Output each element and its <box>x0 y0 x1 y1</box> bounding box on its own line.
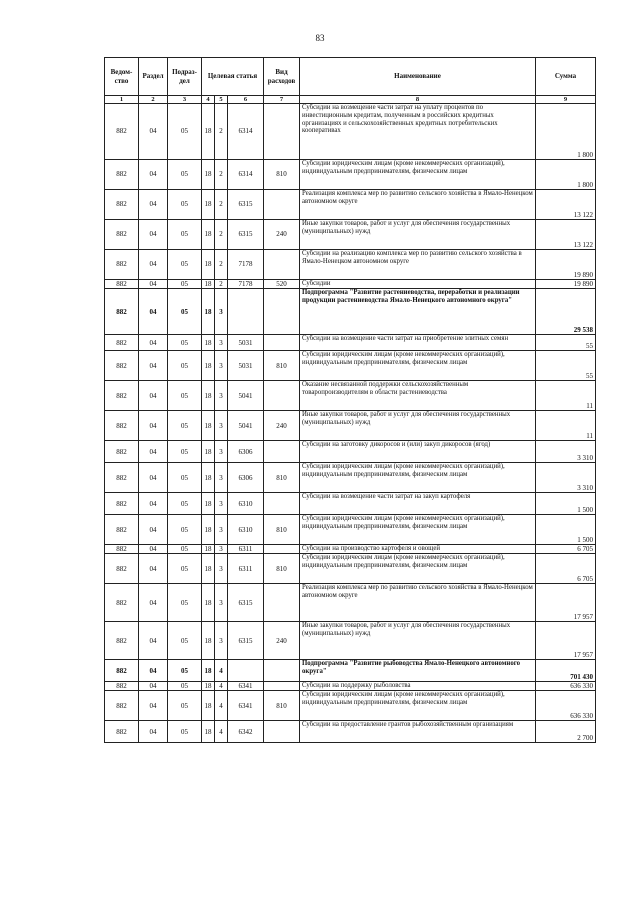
table-row <box>105 280 596 289</box>
cell-ved: 882 <box>105 351 139 381</box>
cell-cs3: 6306 <box>228 463 264 493</box>
cell-name: Реализация комплекса мер по развитию сельского хозяйства в Ямало-Ненецком автономном округе <box>300 190 536 220</box>
cell-podrazdel: 05 <box>168 351 202 381</box>
cell-razdel: 04 <box>139 289 168 335</box>
cell-razdel: 04 <box>139 463 168 493</box>
table-row <box>105 411 596 441</box>
cell-name: Субсидии на возмещение части затрат на уплату процентов по инвестиционным кредитам, полученным в российских кредитных организациях и сельскохозяйственных кредитных потребительских кооперативах <box>300 104 536 160</box>
cell-name: Подпрограмма "Развитие растениеводства, переработки и реализации продукции растениеводства Ямало-Ненецкого автономного округа" <box>300 289 536 335</box>
cell-vid <box>264 289 300 335</box>
cell-ved: 882 <box>105 691 139 721</box>
cell-razdel: 04 <box>139 682 168 691</box>
cell-podrazdel: 05 <box>168 554 202 584</box>
page-number: 83 <box>315 33 325 43</box>
cell-ved: 882 <box>105 289 139 335</box>
cell-name: Подпрограмма "Развитие рыбоводства Ямало-Ненецкого автономного округа" <box>300 660 536 682</box>
header-razdel: Раздел <box>139 58 168 96</box>
cell-cs3: 6341 <box>228 682 264 691</box>
cell-cs2: 3 <box>215 463 228 493</box>
cell-vid: 520 <box>264 280 300 289</box>
cell-cs2: 2 <box>215 280 228 289</box>
cell-razdel: 04 <box>139 721 168 743</box>
cell-podrazdel: 05 <box>168 289 202 335</box>
cell-podrazdel: 05 <box>168 682 202 691</box>
cell-sum: 1 500 <box>536 493 596 515</box>
cell-cs2: 3 <box>215 441 228 463</box>
cell-ved: 882 <box>105 160 139 190</box>
column-number-row <box>105 96 596 104</box>
cell-sum: 17 957 <box>536 622 596 660</box>
cell-cs3 <box>228 289 264 335</box>
cell-ved: 882 <box>105 660 139 682</box>
cell-sum: 636 330 <box>536 691 596 721</box>
table-row <box>105 660 596 682</box>
cell-podrazdel: 05 <box>168 721 202 743</box>
cell-sum: 636 330 <box>536 682 596 691</box>
cell-cs2: 3 <box>215 515 228 545</box>
cell-podrazdel: 05 <box>168 463 202 493</box>
cell-sum: 6 705 <box>536 554 596 584</box>
table-row <box>105 721 596 743</box>
cell-sum: 701 430 <box>536 660 596 682</box>
cell-cs3 <box>228 660 264 682</box>
table-row <box>105 493 596 515</box>
cell-cs2: 3 <box>215 351 228 381</box>
cell-cs3: 6314 <box>228 104 264 160</box>
cell-cs2: 4 <box>215 660 228 682</box>
cell-name: Субсидии юридическим лицам (кроме некоммерческих организаций), индивидуальным предпринимателям, физическим лицам <box>300 515 536 545</box>
cell-razdel: 04 <box>139 220 168 250</box>
cell-cs1: 18 <box>202 160 215 190</box>
cell-cs2: 2 <box>215 160 228 190</box>
table-row <box>105 554 596 584</box>
cell-vid <box>264 493 300 515</box>
cell-ved: 882 <box>105 584 139 622</box>
cell-cs1: 18 <box>202 493 215 515</box>
cell-name: Субсидии на производство картофеля и овощей <box>300 545 536 554</box>
cell-cs1: 18 <box>202 250 215 280</box>
table-row <box>105 622 596 660</box>
cell-cs3: 6310 <box>228 515 264 545</box>
cell-podrazdel: 05 <box>168 190 202 220</box>
cell-razdel: 04 <box>139 160 168 190</box>
table-row <box>105 190 596 220</box>
column-number: 6 <box>228 96 264 104</box>
cell-cs3: 6315 <box>228 220 264 250</box>
cell-razdel: 04 <box>139 411 168 441</box>
cell-name: Субсидии на реализацию комплекса мер по развитию сельского хозяйства в Ямало-Ненецком автономном округе <box>300 250 536 280</box>
table-row <box>105 441 596 463</box>
cell-name: Реализация комплекса мер по развитию сельского хозяйства в Ямало-Ненецком автономном округе <box>300 584 536 622</box>
cell-ved: 882 <box>105 280 139 289</box>
cell-vid: 810 <box>264 515 300 545</box>
table-row <box>105 545 596 554</box>
cell-sum: 19 890 <box>536 280 596 289</box>
cell-razdel: 04 <box>139 335 168 351</box>
cell-cs1: 18 <box>202 584 215 622</box>
cell-sum: 13 122 <box>536 190 596 220</box>
header-ved: Ведом-ство <box>105 58 139 96</box>
cell-vid <box>264 104 300 160</box>
table-row <box>105 682 596 691</box>
cell-cs3: 5041 <box>228 411 264 441</box>
cell-cs1: 18 <box>202 622 215 660</box>
cell-ved: 882 <box>105 545 139 554</box>
cell-cs1: 18 <box>202 660 215 682</box>
cell-ved: 882 <box>105 721 139 743</box>
cell-cs2: 4 <box>215 691 228 721</box>
table-row <box>105 463 596 493</box>
cell-cs2: 2 <box>215 250 228 280</box>
cell-vid <box>264 584 300 622</box>
cell-razdel: 04 <box>139 351 168 381</box>
cell-cs1: 18 <box>202 682 215 691</box>
cell-ved: 882 <box>105 515 139 545</box>
cell-cs3: 6315 <box>228 190 264 220</box>
cell-podrazdel: 05 <box>168 250 202 280</box>
cell-sum: 11 <box>536 411 596 441</box>
cell-cs2: 3 <box>215 622 228 660</box>
cell-cs1: 18 <box>202 411 215 441</box>
cell-vid: 810 <box>264 463 300 493</box>
header-name: Наименование <box>300 58 536 96</box>
cell-vid <box>264 660 300 682</box>
cell-sum: 1 500 <box>536 515 596 545</box>
table-row <box>105 250 596 280</box>
cell-ved: 882 <box>105 463 139 493</box>
cell-razdel: 04 <box>139 280 168 289</box>
table-row <box>105 584 596 622</box>
cell-ved: 882 <box>105 190 139 220</box>
cell-sum: 55 <box>536 351 596 381</box>
cell-cs3: 6310 <box>228 493 264 515</box>
table-row <box>105 289 596 335</box>
table-row <box>105 160 596 190</box>
cell-cs2: 3 <box>215 411 228 441</box>
cell-ved: 882 <box>105 220 139 250</box>
cell-podrazdel: 05 <box>168 160 202 190</box>
cell-cs3: 7178 <box>228 250 264 280</box>
cell-sum: 6 705 <box>536 545 596 554</box>
column-number: 9 <box>536 96 596 104</box>
cell-name: Субсидии юридическим лицам (кроме некоммерческих организаций), индивидуальным предпринимателям, физическим лицам <box>300 463 536 493</box>
cell-razdel: 04 <box>139 441 168 463</box>
cell-cs1: 18 <box>202 289 215 335</box>
cell-vid: 810 <box>264 351 300 381</box>
cell-cs2: 4 <box>215 682 228 691</box>
cell-vid <box>264 250 300 280</box>
cell-razdel: 04 <box>139 250 168 280</box>
budget-table <box>104 57 596 743</box>
cell-podrazdel: 05 <box>168 660 202 682</box>
table-row <box>105 104 596 160</box>
cell-ved: 882 <box>105 381 139 411</box>
cell-cs3: 6311 <box>228 545 264 554</box>
cell-podrazdel: 05 <box>168 280 202 289</box>
column-number: 3 <box>168 96 202 104</box>
cell-podrazdel: 05 <box>168 104 202 160</box>
cell-name: Субсидии на поддержку рыболовства <box>300 682 536 691</box>
cell-razdel: 04 <box>139 554 168 584</box>
cell-cs1: 18 <box>202 545 215 554</box>
cell-ved: 882 <box>105 250 139 280</box>
table-row <box>105 351 596 381</box>
cell-razdel: 04 <box>139 545 168 554</box>
cell-cs2: 3 <box>215 289 228 335</box>
cell-vid: 240 <box>264 411 300 441</box>
cell-sum: 1 800 <box>536 104 596 160</box>
cell-name: Субсидии юридическим лицам (кроме некоммерческих организаций), индивидуальным предпринимателям, физическим лицам <box>300 554 536 584</box>
cell-sum: 2 700 <box>536 721 596 743</box>
column-number: 2 <box>139 96 168 104</box>
cell-ved: 882 <box>105 682 139 691</box>
cell-cs3: 5041 <box>228 381 264 411</box>
cell-podrazdel: 05 <box>168 691 202 721</box>
column-number: 8 <box>300 96 536 104</box>
cell-podrazdel: 05 <box>168 411 202 441</box>
cell-cs1: 18 <box>202 190 215 220</box>
cell-sum: 3 310 <box>536 441 596 463</box>
cell-ved: 882 <box>105 411 139 441</box>
cell-cs1: 18 <box>202 220 215 250</box>
cell-cs3: 6341 <box>228 691 264 721</box>
table-row <box>105 220 596 250</box>
cell-razdel: 04 <box>139 190 168 220</box>
cell-podrazdel: 05 <box>168 220 202 250</box>
column-number: 5 <box>215 96 228 104</box>
cell-razdel: 04 <box>139 493 168 515</box>
cell-cs1: 18 <box>202 463 215 493</box>
cell-cs2: 2 <box>215 220 228 250</box>
cell-vid: 810 <box>264 554 300 584</box>
cell-name: Субсидии на возмещение части затрат на приобретение элитных семян <box>300 335 536 351</box>
cell-vid: 240 <box>264 622 300 660</box>
cell-cs1: 18 <box>202 441 215 463</box>
cell-cs2: 3 <box>215 554 228 584</box>
cell-cs3: 6315 <box>228 622 264 660</box>
table-row <box>105 381 596 411</box>
cell-razdel: 04 <box>139 104 168 160</box>
cell-razdel: 04 <box>139 381 168 411</box>
cell-sum: 11 <box>536 381 596 411</box>
cell-vid: 810 <box>264 691 300 721</box>
column-number: 4 <box>202 96 215 104</box>
cell-cs3: 6311 <box>228 554 264 584</box>
column-number: 1 <box>105 96 139 104</box>
cell-cs1: 18 <box>202 515 215 545</box>
cell-cs3: 6315 <box>228 584 264 622</box>
cell-sum: 29 538 <box>536 289 596 335</box>
cell-razdel: 04 <box>139 660 168 682</box>
cell-name: Иные закупки товаров, работ и услуг для обеспечения государственных (муниципальных) нужд <box>300 411 536 441</box>
cell-podrazdel: 05 <box>168 441 202 463</box>
cell-ved: 882 <box>105 493 139 515</box>
header-sum: Сумма <box>536 58 596 96</box>
cell-name: Субсидии на возмещение части затрат на закуп картофеля <box>300 493 536 515</box>
cell-razdel: 04 <box>139 584 168 622</box>
header-vid: Вид расходов <box>264 58 300 96</box>
cell-sum: 13 122 <box>536 220 596 250</box>
column-number: 7 <box>264 96 300 104</box>
table-body <box>105 104 596 743</box>
cell-name: Субсидии юридическим лицам (кроме некоммерческих организаций), индивидуальным предпринимателям, физическим лицам <box>300 351 536 381</box>
cell-sum: 17 957 <box>536 584 596 622</box>
table-header-row <box>105 58 596 96</box>
table-row <box>105 691 596 721</box>
cell-cs2: 2 <box>215 104 228 160</box>
cell-cs1: 18 <box>202 351 215 381</box>
cell-podrazdel: 05 <box>168 545 202 554</box>
cell-cs2: 4 <box>215 721 228 743</box>
cell-cs2: 3 <box>215 493 228 515</box>
cell-cs3: 6314 <box>228 160 264 190</box>
cell-ved: 882 <box>105 104 139 160</box>
cell-name: Оказание несвязанной поддержки сельскохозяйственным товаропроизводителям в области растениеводства <box>300 381 536 411</box>
cell-ved: 882 <box>105 554 139 584</box>
cell-razdel: 04 <box>139 515 168 545</box>
cell-cs2: 3 <box>215 584 228 622</box>
cell-ved: 882 <box>105 441 139 463</box>
cell-cs3: 6342 <box>228 721 264 743</box>
cell-vid <box>264 381 300 411</box>
cell-cs1: 18 <box>202 721 215 743</box>
cell-name: Субсидии на заготовку дикоросов и (или) закуп дикоросов (ягод) <box>300 441 536 463</box>
cell-vid <box>264 190 300 220</box>
cell-podrazdel: 05 <box>168 515 202 545</box>
cell-vid <box>264 682 300 691</box>
cell-cs1: 18 <box>202 381 215 411</box>
cell-sum: 1 800 <box>536 160 596 190</box>
cell-cs1: 18 <box>202 335 215 351</box>
cell-vid <box>264 335 300 351</box>
cell-cs2: 3 <box>215 381 228 411</box>
cell-ved: 882 <box>105 335 139 351</box>
cell-cs3: 7178 <box>228 280 264 289</box>
cell-cs2: 3 <box>215 545 228 554</box>
table-row <box>105 335 596 351</box>
cell-cs1: 18 <box>202 104 215 160</box>
cell-name: Субсидии <box>300 280 536 289</box>
cell-razdel: 04 <box>139 691 168 721</box>
cell-name: Субсидии юридическим лицам (кроме некоммерческих организаций), индивидуальным предпринимателям, физическим лицам <box>300 691 536 721</box>
cell-cs1: 18 <box>202 554 215 584</box>
table-row <box>105 515 596 545</box>
cell-podrazdel: 05 <box>168 335 202 351</box>
cell-sum: 3 310 <box>536 463 596 493</box>
cell-podrazdel: 05 <box>168 493 202 515</box>
cell-vid <box>264 721 300 743</box>
cell-cs2: 2 <box>215 190 228 220</box>
cell-cs2: 3 <box>215 335 228 351</box>
cell-vid <box>264 441 300 463</box>
cell-podrazdel: 05 <box>168 381 202 411</box>
cell-cs3: 5031 <box>228 335 264 351</box>
cell-name: Иные закупки товаров, работ и услуг для обеспечения государственных (муниципальных) нужд <box>300 622 536 660</box>
cell-podrazdel: 05 <box>168 622 202 660</box>
cell-name: Субсидии на предоставление грантов рыбохозяйственным организациям <box>300 721 536 743</box>
cell-sum: 55 <box>536 335 596 351</box>
cell-cs3: 6306 <box>228 441 264 463</box>
cell-name: Иные закупки товаров, работ и услуг для обеспечения государственных (муниципальных) нужд <box>300 220 536 250</box>
cell-cs3: 5031 <box>228 351 264 381</box>
cell-vid: 240 <box>264 220 300 250</box>
cell-ved: 882 <box>105 622 139 660</box>
cell-name: Субсидии юридическим лицам (кроме некоммерческих организаций), индивидуальным предпринимателям, физическим лицам <box>300 160 536 190</box>
cell-vid <box>264 545 300 554</box>
cell-vid: 810 <box>264 160 300 190</box>
cell-cs1: 18 <box>202 280 215 289</box>
cell-cs1: 18 <box>202 691 215 721</box>
cell-sum: 19 890 <box>536 250 596 280</box>
header-celevaya: Целевая статья <box>202 58 264 96</box>
cell-razdel: 04 <box>139 622 168 660</box>
header-podrazdel: Подраз-дел <box>168 58 202 96</box>
cell-podrazdel: 05 <box>168 584 202 622</box>
